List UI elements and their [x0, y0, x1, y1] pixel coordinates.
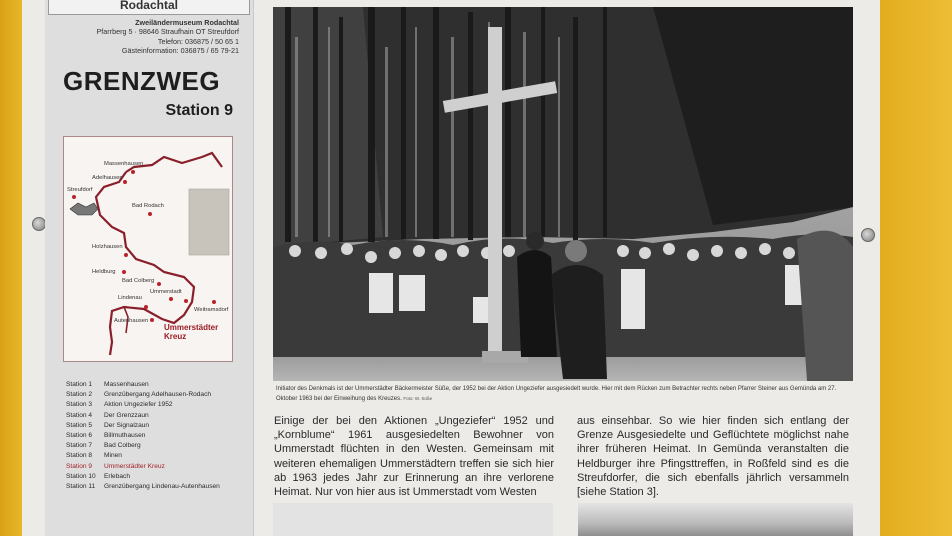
station-list-item: Station 11 Grenzübergang Lindenau-Autenhausen: [66, 483, 220, 491]
map-label-holzhausen: Holzhausen: [92, 244, 123, 250]
screw-right-icon: [861, 228, 875, 242]
station-list-item: Station 3 Aktion Ungeziefer 1952: [66, 401, 173, 409]
photo-credit: Foto: W. Süße: [403, 396, 433, 401]
station-list-item: Station 7 Bad Colberg: [66, 442, 141, 450]
map-label-streufdorf: Streufdorf: [67, 187, 93, 193]
bottom-photo-fragment: [578, 503, 853, 536]
museum-guest-info: Gästeinformation: 036875 / 65 79-21: [121, 46, 239, 56]
body-text-left: Einige der bei den Aktionen „Ungeziefer“ 1952 und „Kornblume“ 1961 ausgesiedelten Bewohner von Ummerstadt flüchten in den Westen. Gemeinsam mit weiteren ehemaligen Ummerstädtern treffen sie sich hier ab 1963 jedes Jahr zur Erinnerung an ihre verlorene Heimat. Nur von hier aus ist Ummerstadt vom Westen: [274, 415, 554, 499]
map-label-adelhausen: Adelhausen: [92, 175, 123, 181]
map-highlight-label: Ummerstädter Kreuz: [164, 323, 219, 341]
museum-address: [97, 18, 240, 56]
map-dot: [72, 195, 76, 199]
map-dot: [212, 300, 216, 304]
station-list-item: Station 8 Minen: [66, 452, 122, 460]
memorial-cross-photo: [273, 7, 853, 381]
station-list-item: Station 2 Grenzübergang Adelhausen-Rodach: [66, 391, 212, 399]
map-dot: [157, 282, 161, 286]
route-map: [63, 136, 233, 362]
map-label-ummerstadt: Ummerstadt: [150, 289, 182, 295]
map-dot: [150, 318, 154, 322]
map-label-heldburg: Heldburg: [92, 269, 116, 275]
map-dot: [169, 297, 173, 301]
map-dot: [184, 299, 188, 303]
map-dot: [144, 305, 148, 309]
map-label-autenhausen: Autenhausen: [114, 318, 149, 324]
map-dot: [148, 212, 152, 216]
station-list: [66, 380, 220, 492]
historic-photo: [273, 7, 853, 381]
station-list-item: Station 4 Der Grenzzaun: [66, 411, 149, 419]
bottom-panel-left: [273, 503, 553, 536]
museum-name: Zweiländermuseum Rodachtal: [135, 18, 239, 27]
station-list-item: Station 6 Billmuthausen: [66, 432, 146, 440]
sign-frame-left: [0, 0, 22, 536]
screw-left-icon: [32, 217, 46, 231]
station-list-item: Station 10 Erlebach: [66, 472, 131, 480]
station-list-item: Station 1 Massenhausen: [66, 381, 149, 388]
map-label-bad-rodach: Bad Rodach: [132, 203, 164, 209]
photo-caption: [276, 385, 852, 404]
map-label-bad-colberg: Bad Colberg: [122, 278, 155, 284]
map-dot: [124, 253, 128, 257]
museum-street: Pfarrberg 5 · 98646 Straufhain OT Streufdorf: [96, 27, 239, 37]
body-text-right: aus einsehbar. So wie hier finden sich entlang der Grenze Ausgesiedelte und Geflüchtete möglichst nahe ihrer früheren Heimat. In Gemünda veranstalten die Heldburger ihre Pfingsttreffen, in Roßfeld sind es die Streufdorfer, die sich ebenfalls jährlich versammeln [siehe Station 3].: [577, 415, 849, 499]
station-list-item-current: Station 9 Ummerstädter Kreuz: [66, 462, 165, 470]
station-list-item: Station 5 Der Signalzaun: [66, 421, 150, 429]
map-label-weitramsdorf: Weitramsdorf: [194, 307, 229, 313]
station-sidebar: [45, 0, 254, 536]
map-dot: [131, 170, 135, 174]
sign-frame-right: [880, 0, 952, 536]
map-label-massenhausen: Massenhausen: [104, 161, 144, 167]
page-title: GRENZWEG: [63, 66, 221, 96]
map-dot: [123, 180, 127, 184]
museum-phone: Telefon: 036875 / 50 65 1: [157, 36, 239, 46]
station-number: Station 9: [165, 102, 233, 119]
top-tab: Rodachtal: [48, 0, 250, 15]
map-dot: [122, 270, 126, 274]
map-label-lindenau: Lindenau: [118, 295, 142, 301]
caption-text: Initiator des Denkmals ist der Ummerstädter Bäckermeister Süße, der 1952 bei der Aktion Ungeziefer ausgesiedelt wurde. Hier mit dem Rücken zum Betrachter rechts neben Pfarrer Steiner aus Gemünda am 27. Oktober 1963 bei der Einweihung des Kreuzes.: [276, 386, 837, 402]
